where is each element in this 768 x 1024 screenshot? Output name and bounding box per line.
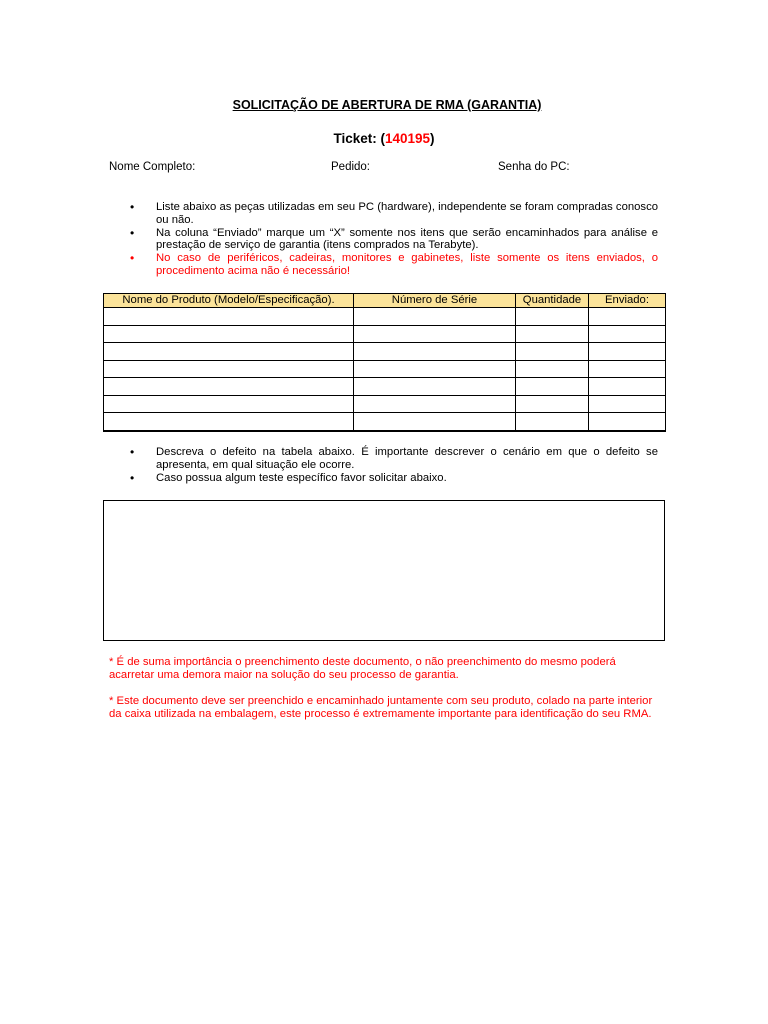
instruction-text: Descreva o defeito na tabela abaixo. É importante descrever o cenário em que o defeito se apresenta, em qual situação ele ocorre. [156,446,658,471]
table-row [104,325,666,343]
password-field-label: Senha do PC: [498,161,570,173]
instruction-text: No caso de periféricos, cadeiras, monitores e gabinetes, liste somente os itens enviados, o procedimento acima não é necessário! [156,252,658,277]
sent-cell[interactable] [589,395,666,413]
serial-cell[interactable] [354,308,516,326]
sent-cell[interactable] [589,343,666,361]
list-item [130,227,658,253]
ticket-close: ) [430,131,435,146]
instruction-text: Na coluna “Enviado” marque um “X” somente nos itens que serão encaminhados para análise e prestação de serviço de garantia (itens comprados na Terabyte). [156,226,658,252]
sent-cell[interactable] [589,325,666,343]
list-item [130,252,658,278]
product-cell[interactable] [104,413,354,431]
product-cell[interactable] [104,325,354,343]
list-item [130,472,658,485]
list-item [130,446,658,472]
ticket-label: Ticket: ( [333,131,385,146]
column-header-serial: Número de Série [354,294,516,308]
serial-cell[interactable] [354,325,516,343]
sent-cell[interactable] [589,378,666,396]
sent-cell[interactable] [589,413,666,431]
quantity-cell[interactable] [516,360,589,378]
column-header-quantity: Quantidade [516,294,589,308]
column-header-product: Nome do Produto (Modelo/Especificação). [104,294,354,308]
sent-cell[interactable] [589,360,666,378]
instruction-list [130,201,658,278]
serial-cell[interactable] [354,395,516,413]
bullet-icon: • [130,225,135,240]
defect-instruction-list [130,446,658,484]
serial-cell[interactable] [354,360,516,378]
product-cell[interactable] [104,378,354,396]
ticket-number: 140195 [384,131,431,146]
importance-note: * É de suma importância o preenchimento deste documento, o não preenchimento do mesmo poderá acarretar uma demora maior na solução do seu processo de garantia. [109,656,616,681]
table-row [104,395,666,413]
serial-cell[interactable] [354,343,516,361]
quantity-cell[interactable] [516,308,589,326]
quantity-cell[interactable] [516,413,589,431]
table-row [104,378,666,396]
product-cell[interactable] [104,343,354,361]
product-cell[interactable] [104,360,354,378]
bullet-icon: • [130,200,135,214]
quantity-cell[interactable] [516,343,589,361]
ticket-line [0,131,768,146]
table-row [104,343,666,361]
table-row [104,413,666,431]
packaging-note: * Este documento deve ser preenchido e encaminhado juntamente com seu produto, colado na parte interior da caixa utilizada na embalagem, este processo é extremamente importante para identificação do seu RMA. [109,695,653,720]
parts-table [103,293,666,432]
name-field-label: Nome Completo: [109,161,196,173]
order-field-label: Pedido: [331,161,371,173]
column-header-sent: Enviado: [589,294,666,308]
serial-cell[interactable] [354,378,516,396]
document-title: SOLICITAÇÃO DE ABERTURA DE RMA (GARANTIA) [232,98,542,112]
product-cell[interactable] [104,395,354,413]
sent-cell[interactable] [589,308,666,326]
serial-cell[interactable] [354,413,516,431]
bullet-icon: • [130,251,135,266]
quantity-cell[interactable] [516,325,589,343]
bullet-icon: • [130,445,135,459]
table-row [104,308,666,326]
defect-description-box[interactable] [103,500,665,641]
table-header-row [104,294,666,308]
instruction-text: Caso possua algum teste específico favor solicitar abaixo. [156,471,447,484]
product-cell[interactable] [104,308,354,326]
list-item [130,201,658,227]
instruction-text: Liste abaixo as peças utilizadas em seu PC (hardware), independente se foram compradas conosco ou não. [156,201,658,226]
quantity-cell[interactable] [516,395,589,413]
table-row [104,360,666,378]
quantity-cell[interactable] [516,378,589,396]
bullet-icon: • [130,470,135,485]
